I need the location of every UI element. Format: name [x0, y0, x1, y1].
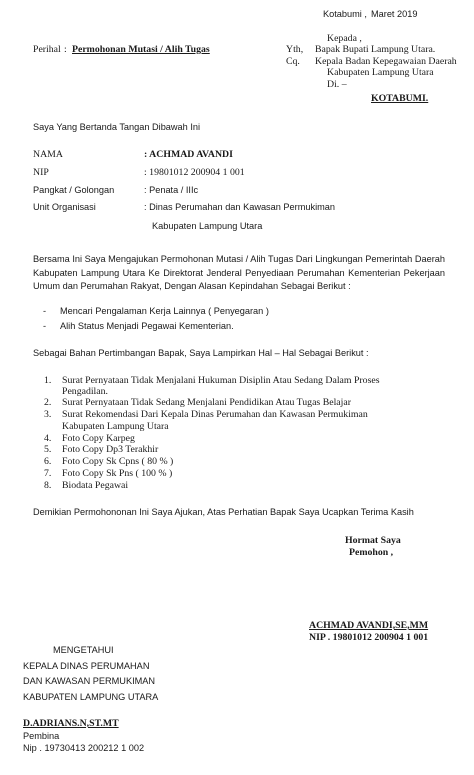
attachment-num: 8.: [44, 480, 52, 491]
month-year: Maret 2019: [371, 9, 418, 19]
addressee-line1: Bapak Bupati Lampung Utara.: [315, 44, 436, 55]
attachment-line: Biodata Pegawai: [62, 480, 129, 491]
signature-hormat: Hormat Saya: [345, 535, 401, 546]
approval-line2: DAN KAWASAN PERMUKIMAN: [23, 676, 156, 686]
yth-label: Yth,: [286, 44, 304, 55]
addressee-city: KOTABUMI.: [371, 93, 429, 104]
kepada-label: Kepada ,: [327, 33, 362, 44]
approval-line3: KABUPATEN LAMPUNG UTARA: [23, 692, 159, 702]
attachment-num: 6.: [44, 456, 52, 467]
attachment-num: 5.: [44, 444, 52, 455]
identity-label-pangkat: Pangkat / Golongan: [33, 185, 115, 195]
attachment-num: 2.: [44, 397, 52, 408]
attachment-line: Pengadilan.: [62, 386, 108, 397]
identity-value-nip: : 19801012 200904 1 001: [144, 167, 245, 178]
identity-value-pangkat: : Penata / IIIc: [144, 185, 199, 195]
attachment-line: Surat Pernyataan Tidak Menjalani Hukuman Disiplin Atau Sedang Dalam Proses: [62, 375, 380, 386]
closing-text: Demikian Permohononan Ini Saya Ajukan, Atas Perhatian Bapak Saya Ucapkan Terima Kasih: [33, 507, 414, 517]
attachment-line: Foto Copy Karpeg: [62, 433, 135, 444]
attachment-line: Foto Copy Sk Cpns ( 80 % ): [62, 456, 174, 467]
identity-label-unit: Unit Organisasi: [33, 202, 96, 212]
approval-line1: KEPALA DINAS PERUMAHAN: [23, 661, 150, 671]
approval-mengetahui: MENGETAHUI: [53, 645, 114, 655]
signature-pemohon: Pemohon ,: [349, 547, 394, 558]
identity-label-nama: NAMA: [33, 149, 63, 160]
approval-name: D.ADRIANS.N,ST.MT: [23, 718, 119, 729]
cq-label: Cq.: [286, 56, 300, 67]
identity-label-nip: NIP: [33, 167, 49, 178]
reason-item: Mencari Pengalaman Kerja Lainnya ( Penyegaran ): [60, 306, 269, 316]
perihal-colon: :: [64, 44, 67, 55]
perihal-label: Perihal: [33, 44, 61, 55]
addressee-line4: Di. –: [327, 79, 347, 90]
intro-text: Saya Yang Bertanda Tangan Dibawah Ini: [33, 122, 201, 132]
attachment-line: Foto Copy Dp3 Terakhir: [62, 444, 159, 455]
attachment-line: Kabupaten Lampung Utara: [62, 421, 169, 432]
approval-nip: Nip . 19730413 200212 1 002: [23, 743, 145, 753]
identity-value-nama: : ACHMAD AVANDI: [144, 149, 233, 160]
signature-name: ACHMAD AVANDI,SE,MM: [309, 620, 429, 631]
approval-rank: Pembina: [23, 731, 60, 741]
place-date: Kotabumi ,: [323, 9, 367, 19]
attachment-num: 7.: [44, 468, 52, 479]
perihal-value: Permohonan Mutasi / Alih Tugas: [72, 44, 210, 55]
attachments-intro: Sebagai Bahan Pertimbangan Bapak, Saya Lampirkan Hal – Hal Sebagai Berikut :: [33, 348, 369, 358]
attachment-line: Foto Copy Sk Pns ( 100 % ): [62, 468, 173, 479]
attachment-line: Surat Rekomendasi Dari Kepala Dinas Perumahan dan Kawasan Permukiman: [62, 409, 368, 420]
reason-bullet: -: [43, 306, 47, 316]
identity-unit-line2: Kabupaten Lampung Utara: [152, 221, 263, 231]
addressee-line2: Kepala Badan Kepegawaian Daerah: [315, 56, 457, 67]
attachment-line: Surat Pernyataan Tidak Sedang Menjalani Pendidikan Atau Tugas Belajar: [62, 397, 351, 408]
identity-value-unit: : Dinas Perumahan dan Kawasan Permukiman: [144, 202, 335, 212]
attachment-num: 3.: [44, 409, 52, 420]
signature-nip: NIP . 19801012 200904 1 001: [309, 632, 429, 643]
body-paragraph: Bersama Ini Saya Mengajukan Permohonan Mutasi / Alih Tugas Dari Lingkungan Pemerintah Daerah Kabupaten Lampung Utara Ke Direktorat Jenderal Penyediaan Perumahan Kementerian Pekerjaan Umum dan Perumahan Rakyat, Dengan Alasan Kepindahan Sebagai Berikut :: [33, 254, 445, 291]
reason-bullet: -: [43, 321, 47, 331]
reason-item: Alih Status Menjadi Pegawai Kementerian.: [60, 321, 234, 331]
attachment-num: 1.: [44, 375, 52, 386]
attachment-num: 4.: [44, 433, 52, 444]
addressee-line3: Kabupaten Lampung Utara: [327, 67, 434, 78]
